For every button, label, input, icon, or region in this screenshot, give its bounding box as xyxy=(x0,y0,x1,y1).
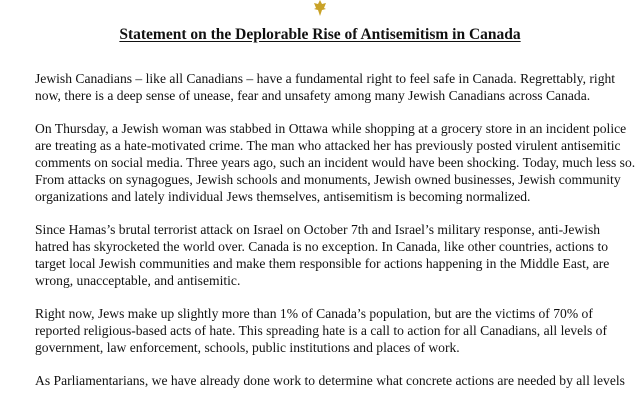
paragraph-line: organizations and lately individual Jews themselves, antisemitism is becoming normalized. xyxy=(35,189,531,204)
paragraph-line: Right now, Jews make up slightly more than 1% of Canada’s population, but are the victims of 70% of xyxy=(35,306,593,321)
statement-body xyxy=(35,70,636,405)
paragraph-line: As Parliamentarians, we have already done work to determine what concrete actions are needed by all levels xyxy=(35,373,625,388)
paragraph xyxy=(35,305,627,356)
paragraph xyxy=(35,120,636,205)
paragraph-line: now, there is a deep sense of unease, fear and unsafety among many Jewish Canadians across Canada. xyxy=(35,88,591,103)
paragraph-line: Since Hamas’s brutal terrorist attack on Israel on October 7th and Israel’s military response, anti-Jewish xyxy=(35,222,601,237)
paragraph xyxy=(35,221,627,289)
paragraph-line: hatred has skyrocketed the world over. Canada is no exception. In Canada, like other countries, actions to xyxy=(35,239,609,254)
paragraph-line: Jewish Canadians – like all Canadians – have a fundamental right to feel safe in Canada. Regrettably, right xyxy=(35,71,616,86)
paragraph-line: From attacks on synagogues, Jewish schools and monuments, Jewish owned businesses, Jewish community xyxy=(35,172,621,187)
paragraph xyxy=(35,70,627,104)
paragraph-line: On Thursday, a Jewish woman was stabbed in Ottawa while shopping at a grocery store in an incident police xyxy=(35,121,627,136)
statement-title: Statement on the Deplorable Rise of Antisemitism in Canada xyxy=(119,26,521,43)
parliament-emblem-icon xyxy=(313,0,327,16)
paragraph xyxy=(35,372,627,389)
paragraph-line: target local Jewish communities and make them responsible for actions happening in the Middle East, are xyxy=(35,256,610,271)
paragraph-line: are treating as a hate-motivated crime. The man who attacked her has previously posted virulent antisemitic xyxy=(35,138,621,153)
paragraph-line: reported religious-based acts of hate. This spreading hate is a call to action for all Canadians, all levels of xyxy=(35,323,608,338)
paragraph-line: comments on social media. Three years ago, such an incident would have been shocking. Today, much less so. xyxy=(35,155,636,170)
paragraph-line: wrong, unacceptable, and antisemitic. xyxy=(35,273,241,288)
paragraph-line: government, law enforcement, schools, public institutions and places of work. xyxy=(35,340,460,355)
